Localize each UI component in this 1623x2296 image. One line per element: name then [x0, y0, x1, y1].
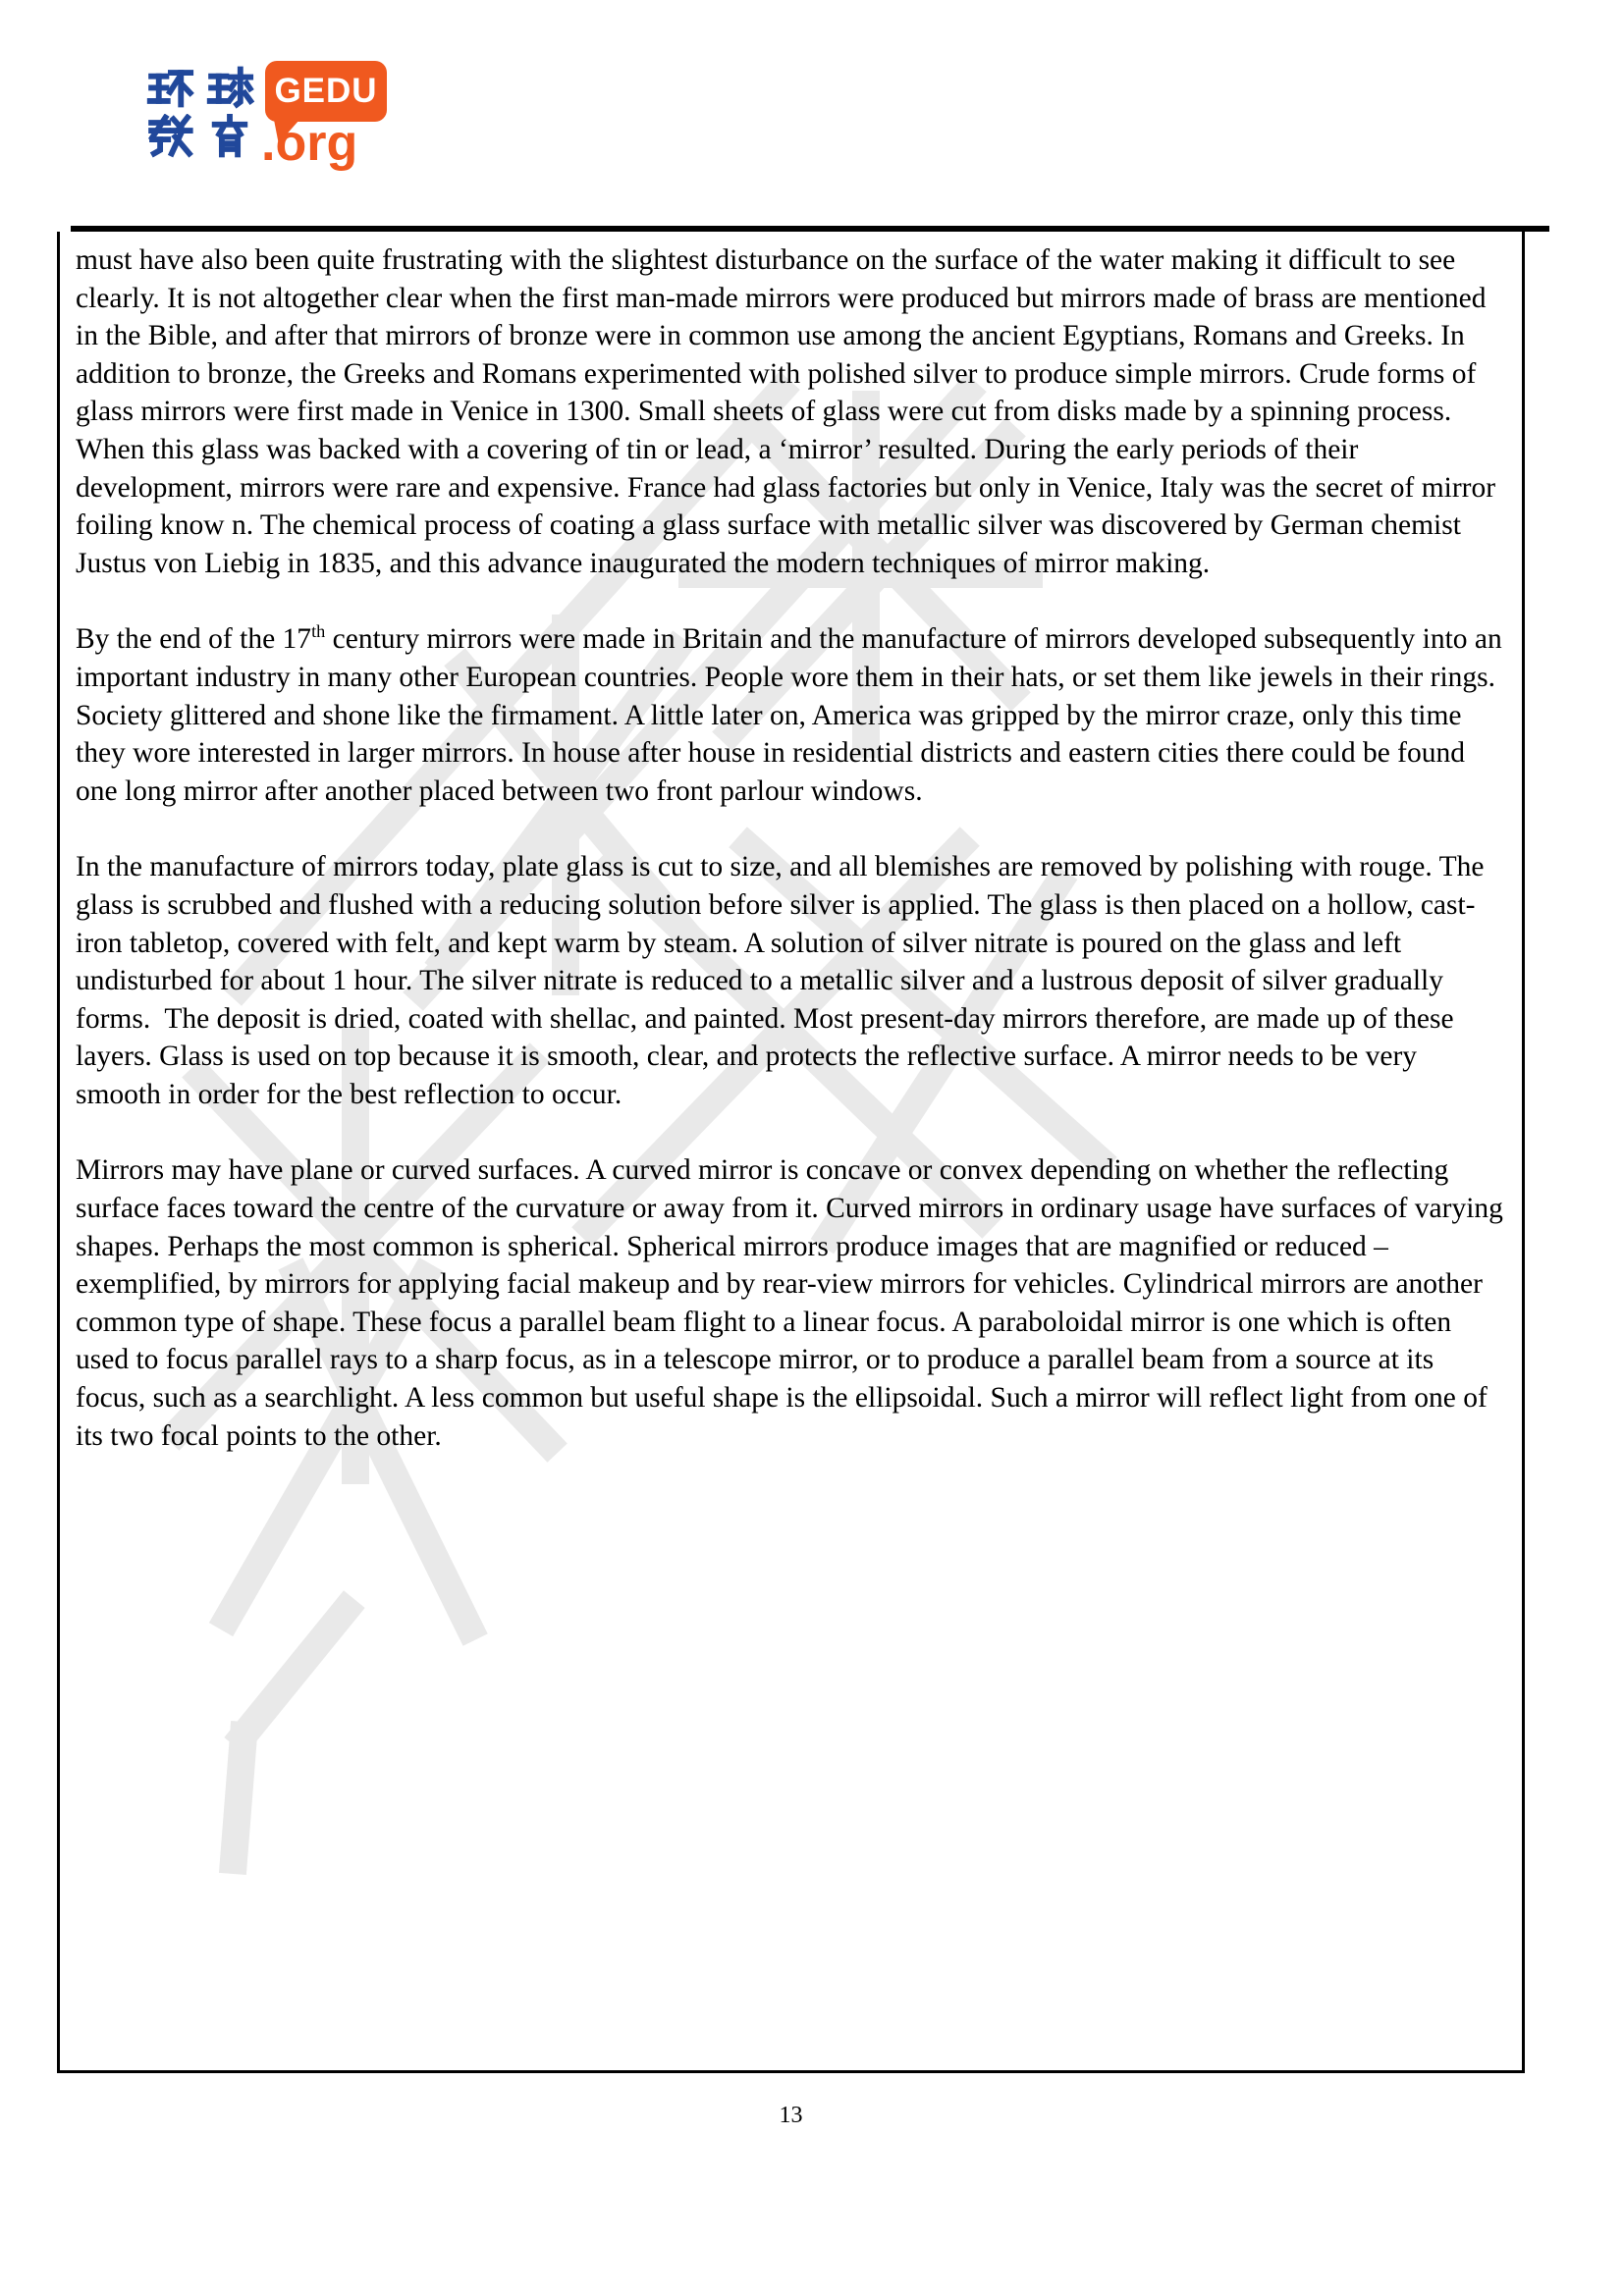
logo-char-qiu-icon	[202, 65, 257, 109]
logo-char-jiao-icon	[142, 114, 197, 158]
gedu-logo	[142, 61, 407, 179]
logo-chinese-text	[142, 65, 259, 161]
paragraph-2	[76, 620, 1510, 810]
paragraph-2-text-continued: century mirrors were made in Britain and the manufacture of mirrors developed subsequently into an important industry in many other European countries. People wore them in their hats, or set them like jewels in their rings. Society glittered and shone like the firmament. A little later on, America was gripped by the mirror craze, only this time they wore interested in larger mirrors. In house after house in residential districts and eastern cities there could be found one long mirror after another placed between two front parlour windows.	[76, 623, 1510, 807]
gedu-badge-label: GEDU	[274, 72, 378, 110]
paragraph-4: Mirrors may have plane or curved surfaces. A curved mirror is concave or convex depending on whether the reflecting surface faces toward the centre of the curvature or away from it. Curved mirrors in ordinary usage have surfaces of varying shapes. Perhaps the most common is spherical. Spherical mirrors produce images that are magnified or reduced – exemplified, by mirrors for applying facial makeup and by rear-view mirrors for vehicles. Cylindrical mirrors are another common type of shape. These focus a parallel beam flight to a linear focus. A paraboloidal mirror is one which is often used to focus parallel rays to a sharp focus, as in a telescope mirror, or to produce a parallel beam from a source at its focus, such as a searchlight. A less common but useful shape is the ellipsoidal. Such a mirror will reflect light from one of its two focal points to the other.	[76, 1154, 1511, 1452]
logo-char-huan-icon	[142, 65, 197, 109]
paragraph-1: must have also been quite frustrating with the slightest disturbance on the surface of the water making it difficult to see clearly. It is not altogether clear when the first man-made mirrors were produced but mirrors made of brass are mentioned in the Bible, and after that mirrors of bronze were in common use among the ancient Egyptians, Romans and Greeks. In addition to bronze, the Greeks and Romans experimented with polished silver to produce simple mirrors. Crude forms of glass mirrors were first made in Venice in 1300. Small sheets of glass were cut from disks made by a spinning process. When this glass was backed with a covering of tin or lead, a ‘mirror’ resulted. During the early periods of their development, mirrors were rare and expensive. France had glass factories but only in Venice, Italy was the secret of mirror foiling know n. The chemical process of coating a glass surface with metallic silver was discovered by German chemist Justus von Liebig in 1835, and this advance inaugurated the modern techniques of mirror making.	[76, 244, 1503, 579]
paragraph-2-superscript: th	[311, 621, 326, 642]
paragraph-2-text: By the end of the 17	[76, 623, 312, 656]
reading-passage-box	[57, 232, 1525, 2073]
logo-char-yu-icon	[202, 114, 257, 158]
page-number: 13	[779, 2103, 803, 2128]
logo-org-suffix: .org	[261, 115, 358, 172]
top-rule	[71, 226, 1549, 232]
paragraph-3: In the manufacture of mirrors today, plate glass is cut to size, and all blemishes are removed by polishing with rouge. The glass is scrubbed and flushed with a reducing solution before silver is applied. The glass is then placed on a hollow, cast-iron tabletop, covered with felt, and kept warm by steam. A solution of silver nitrate is poured on the glass and left undisturbed for about 1 hour. The silver nitrate is reduced to a metallic silver and a lustrous deposit of silver gradually forms. The deposit is dried, coated with shellac, and painted. Most present-day mirrors therefore, are made up of these layers. Glass is used on top because it is smooth, clear, and protects the reflective surface. A mirror needs to be very smooth in order for the best reflection to occur.	[76, 851, 1491, 1110]
